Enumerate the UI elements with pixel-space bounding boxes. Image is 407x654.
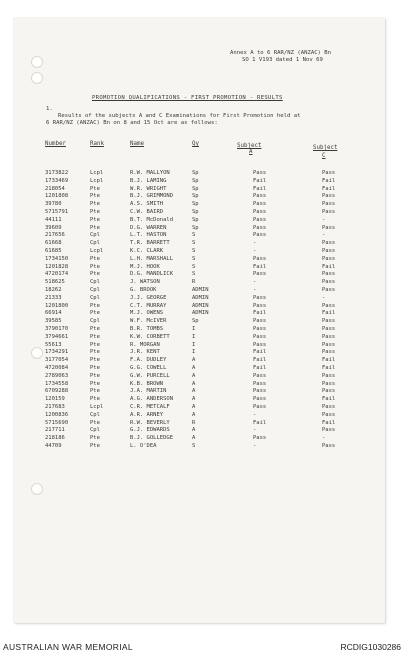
subject-a-result: Pass bbox=[253, 271, 267, 278]
subject-c-result: Pass bbox=[322, 442, 336, 449]
name-cell: B.T. McDonald bbox=[130, 216, 174, 223]
subject-a-result: Pass bbox=[253, 201, 267, 208]
qualification-cell: A bbox=[192, 388, 196, 395]
subject-c-result: Pass bbox=[322, 341, 336, 348]
subject-a-result: Fail bbox=[253, 364, 267, 371]
subject-c-result: Pass bbox=[322, 411, 336, 418]
rank-cell: Cpl bbox=[90, 279, 100, 286]
column-header-rank: Rank bbox=[90, 141, 104, 147]
qualification-cell: A bbox=[192, 364, 196, 371]
name-cell: R.W. BEVERLY bbox=[130, 419, 170, 426]
table-row bbox=[0, 186, 371, 194]
subject-a-result: Pass bbox=[253, 255, 267, 262]
service-number: 1734291 bbox=[45, 349, 69, 356]
rank-cell: Cpl bbox=[90, 232, 100, 239]
rank-cell: Pte bbox=[90, 364, 100, 371]
subject-a-result: Pass bbox=[253, 302, 267, 309]
rank-cell: Pte bbox=[90, 185, 100, 192]
rank-cell: Pte bbox=[90, 388, 100, 395]
rank-cell: Pte bbox=[90, 255, 100, 262]
subject-c-result: - bbox=[322, 294, 326, 301]
qualification-cell: S bbox=[192, 271, 196, 278]
name-cell: B.J. GRIMMOND bbox=[130, 193, 174, 200]
punch-hole bbox=[31, 56, 43, 68]
service-number: 1734558 bbox=[45, 380, 69, 387]
name-cell: J.A. MARTIN bbox=[130, 388, 167, 395]
subject-c-result: Pass bbox=[322, 318, 336, 325]
rank-cell: Pte bbox=[90, 349, 100, 356]
column-header-name: Name bbox=[130, 141, 144, 147]
subject-a-result: Fail bbox=[253, 177, 267, 184]
subject-c-result: Pass bbox=[322, 388, 336, 395]
name-cell: R. MORGAN bbox=[130, 341, 160, 348]
rank-cell: Pte bbox=[90, 442, 100, 449]
qualification-cell: ADMIN bbox=[192, 294, 209, 301]
table-row bbox=[0, 420, 371, 428]
column-header-a: A bbox=[249, 149, 253, 155]
rank-cell: Pte bbox=[90, 224, 100, 231]
results-table bbox=[0, 170, 371, 451]
punch-hole bbox=[31, 72, 43, 84]
qualification-cell: ADMIN bbox=[192, 286, 209, 293]
service-number: 1734150 bbox=[45, 255, 69, 262]
column-header-subject-a: Subject bbox=[237, 143, 262, 149]
table-row bbox=[0, 443, 371, 451]
service-number: 3177054 bbox=[45, 357, 69, 364]
service-number: 1200836 bbox=[45, 411, 69, 418]
table-row bbox=[0, 240, 371, 248]
name-cell: A.S. SMITH bbox=[130, 201, 164, 208]
table-row bbox=[0, 388, 371, 396]
table-row bbox=[0, 217, 371, 225]
rank-cell: Pte bbox=[90, 435, 100, 442]
rank-cell: Pte bbox=[90, 271, 100, 278]
subject-c-result: Pass bbox=[322, 427, 336, 434]
rank-cell: Pte bbox=[90, 263, 100, 270]
name-cell: G.J. EDWARDS bbox=[130, 427, 170, 434]
table-row bbox=[0, 404, 371, 412]
service-number: 4720174 bbox=[45, 271, 69, 278]
table-row bbox=[0, 326, 371, 334]
subject-a-result: Pass bbox=[253, 396, 267, 403]
rank-cell: Pte bbox=[90, 341, 100, 348]
table-row bbox=[0, 427, 371, 435]
service-number: 217683 bbox=[45, 403, 65, 410]
qualification-cell: S bbox=[192, 442, 196, 449]
qualification-cell: Sp bbox=[192, 216, 199, 223]
table-row bbox=[0, 381, 371, 389]
qualification-cell: S bbox=[192, 240, 196, 247]
column-header-subject-c: Subject bbox=[313, 145, 338, 151]
table-row bbox=[0, 349, 371, 357]
service-number: 518625 bbox=[45, 279, 65, 286]
subject-c-result: Pass bbox=[322, 240, 336, 247]
service-number: 39585 bbox=[45, 318, 62, 325]
qualification-cell: S bbox=[192, 263, 196, 270]
name-cell: G.W. PURCELL bbox=[130, 372, 170, 379]
subject-a-result: Pass bbox=[253, 216, 267, 223]
subject-c-result: Pass bbox=[322, 302, 336, 309]
service-number: 4720084 bbox=[45, 364, 69, 371]
subject-c-result: Pass bbox=[322, 380, 336, 387]
subject-a-result: - bbox=[253, 427, 257, 434]
service-number: 1201828 bbox=[45, 263, 69, 270]
subject-a-result: Fail bbox=[253, 263, 267, 270]
qualification-cell: A bbox=[192, 380, 196, 387]
name-cell: F.A. DUDLEY bbox=[130, 357, 167, 364]
subject-a-result: - bbox=[253, 240, 257, 247]
service-number: 3794661 bbox=[45, 333, 69, 340]
rank-cell: Cpl bbox=[90, 411, 100, 418]
subject-a-result: Pass bbox=[253, 403, 267, 410]
name-cell: D.G. MANDLICK bbox=[130, 271, 174, 278]
rank-cell: Pte bbox=[90, 201, 100, 208]
qualification-cell: I bbox=[192, 349, 196, 356]
table-row bbox=[0, 357, 371, 365]
table-row bbox=[0, 264, 371, 272]
paragraph-number: 1. bbox=[46, 106, 53, 112]
name-cell: C.R. METCALF bbox=[130, 403, 170, 410]
name-cell: W.R. WRIGHT bbox=[130, 185, 167, 192]
service-number: 217656 bbox=[45, 232, 65, 239]
name-cell: J.R. KENT bbox=[130, 349, 160, 356]
name-cell: C.W. BAIRD bbox=[130, 208, 164, 215]
column-header-c: C bbox=[322, 153, 326, 159]
rank-cell: Cpl bbox=[90, 294, 100, 301]
subject-a-result: Pass bbox=[253, 232, 267, 239]
service-number: 55613 bbox=[45, 341, 62, 348]
subject-a-result: - bbox=[253, 279, 257, 286]
qualification-cell: R bbox=[192, 279, 196, 286]
serial-reference: SO 1 V193 dated 1 Nov 69 bbox=[242, 57, 323, 63]
subject-a-result: Pass bbox=[253, 325, 267, 332]
subject-a-result: Fail bbox=[253, 357, 267, 364]
subject-c-result: Pass bbox=[322, 201, 336, 208]
service-number: 3790170 bbox=[45, 325, 69, 332]
subject-c-result: Pass bbox=[322, 286, 336, 293]
qualification-cell: S bbox=[192, 247, 196, 254]
table-row bbox=[0, 193, 371, 201]
table-row bbox=[0, 396, 371, 404]
rank-cell: Lcpl bbox=[90, 170, 104, 176]
subject-c-result: - bbox=[322, 435, 326, 442]
subject-c-result: Fail bbox=[322, 419, 336, 426]
rank-cell: Lcpl bbox=[90, 177, 104, 184]
column-header-number: Number bbox=[45, 141, 66, 147]
subject-c-result: Pass bbox=[322, 325, 336, 332]
subject-a-result: Pass bbox=[253, 372, 267, 379]
subject-c-result: Pass bbox=[322, 224, 336, 231]
qualification-cell: R bbox=[192, 419, 196, 426]
name-cell: L.T. HASTON bbox=[130, 232, 167, 239]
table-row bbox=[0, 209, 371, 217]
name-cell: K.B. BROWN bbox=[130, 380, 164, 387]
subject-a-result: Pass bbox=[253, 388, 267, 395]
rank-cell: Lcpl bbox=[90, 247, 104, 254]
punch-hole bbox=[31, 483, 43, 495]
table-row bbox=[0, 435, 371, 443]
qualification-cell: A bbox=[192, 372, 196, 379]
table-row bbox=[0, 412, 371, 420]
subject-c-result: Pass bbox=[322, 403, 336, 410]
subject-a-result: Fail bbox=[253, 310, 267, 317]
subject-c-result: Pass bbox=[322, 372, 336, 379]
service-number: 217711 bbox=[45, 427, 65, 434]
name-cell: R.W. MALLYON bbox=[130, 170, 170, 176]
name-cell: B.J. GOLLEDGE bbox=[130, 435, 174, 442]
service-number: 66914 bbox=[45, 310, 62, 317]
subject-a-result: Pass bbox=[253, 208, 267, 215]
rank-cell: Cpl bbox=[90, 286, 100, 293]
table-row bbox=[0, 256, 371, 264]
rank-cell: Pte bbox=[90, 325, 100, 332]
table-row bbox=[0, 225, 371, 233]
subject-c-result: Pass bbox=[322, 349, 336, 356]
service-number: 218054 bbox=[45, 185, 65, 192]
qualification-cell: Sp bbox=[192, 193, 199, 200]
table-row bbox=[0, 318, 371, 326]
subject-c-result: Fail bbox=[322, 177, 336, 184]
paragraph-line-1: Results of the subjects A and C Examinations for First Promotion held at bbox=[58, 113, 301, 119]
subject-a-result: Pass bbox=[253, 294, 267, 301]
service-number: 61685 bbox=[45, 247, 62, 254]
name-cell: D.G. WARREN bbox=[130, 224, 167, 231]
name-cell: M.J. HOOK bbox=[130, 263, 160, 270]
service-number: 5715791 bbox=[45, 208, 69, 215]
subject-c-result: Pass bbox=[322, 208, 336, 215]
service-number: 61668 bbox=[45, 240, 62, 247]
table-row bbox=[0, 365, 371, 373]
name-cell: K.C. CLARK bbox=[130, 247, 164, 254]
subject-c-result: Fail bbox=[322, 263, 336, 270]
subject-a-result: Pass bbox=[253, 170, 267, 176]
name-cell: J.J. GEORGE bbox=[130, 294, 167, 301]
qualification-cell: I bbox=[192, 341, 196, 348]
qualification-cell: S bbox=[192, 232, 196, 239]
service-number: 39780 bbox=[45, 201, 62, 208]
subject-c-result: - bbox=[322, 232, 326, 239]
subject-c-result: Pass bbox=[322, 247, 336, 254]
table-row bbox=[0, 342, 371, 350]
rank-cell: Pte bbox=[90, 396, 100, 403]
rank-cell: Cpl bbox=[90, 318, 100, 325]
subject-c-result: Fail bbox=[322, 310, 336, 317]
name-cell: M.J. OWENS bbox=[130, 310, 164, 317]
qualification-cell: Sp bbox=[192, 170, 199, 176]
table-row bbox=[0, 295, 371, 303]
name-cell: L. O'DEA bbox=[130, 442, 157, 449]
rank-cell: Pte bbox=[90, 419, 100, 426]
subject-a-result: Fail bbox=[253, 349, 267, 356]
table-row bbox=[0, 373, 371, 381]
service-number: 3173822 bbox=[45, 170, 69, 176]
table-row bbox=[0, 334, 371, 342]
subject-c-result: Pass bbox=[322, 279, 336, 286]
subject-c-result: Fail bbox=[322, 396, 336, 403]
subject-c-result: - bbox=[322, 216, 326, 223]
subject-c-result: Fail bbox=[322, 185, 336, 192]
rank-cell: Pte bbox=[90, 333, 100, 340]
service-number: 44709 bbox=[45, 442, 62, 449]
table-row bbox=[0, 271, 371, 279]
service-number: 39609 bbox=[45, 224, 62, 231]
service-number: 120159 bbox=[45, 396, 65, 403]
subject-a-result: Pass bbox=[253, 193, 267, 200]
subject-a-result: Pass bbox=[253, 333, 267, 340]
rank-cell: Pte bbox=[90, 380, 100, 387]
name-cell: K.W. CORBETT bbox=[130, 333, 170, 340]
table-row bbox=[0, 170, 371, 178]
qualification-cell: Sp bbox=[192, 208, 199, 215]
subject-c-result: Pass bbox=[322, 271, 336, 278]
subject-a-result: - bbox=[253, 411, 257, 418]
qualification-cell: Sp bbox=[192, 185, 199, 192]
rank-cell: Cpl bbox=[90, 427, 100, 434]
subject-a-result: Pass bbox=[253, 224, 267, 231]
qualification-cell: A bbox=[192, 435, 196, 442]
subject-a-result: - bbox=[253, 286, 257, 293]
service-number: 18262 bbox=[45, 286, 62, 293]
qualification-cell: A bbox=[192, 396, 196, 403]
rank-cell: Pte bbox=[90, 310, 100, 317]
rank-cell: Cpl bbox=[90, 240, 100, 247]
service-number: 218186 bbox=[45, 435, 65, 442]
qualification-cell: ADMIN bbox=[192, 302, 209, 309]
subject-a-result: Pass bbox=[253, 380, 267, 387]
rank-cell: Pte bbox=[90, 357, 100, 364]
paragraph-line-2: 6 RAR/NZ (ANZAC) Bn on 8 and 15 Oct are as follows: bbox=[46, 120, 218, 126]
name-cell: W.F. McIVER bbox=[130, 318, 167, 325]
table-row bbox=[0, 201, 371, 209]
rank-cell: Pte bbox=[90, 208, 100, 215]
subject-a-result: Fail bbox=[253, 185, 267, 192]
name-cell: T.R. BARRETT bbox=[130, 240, 170, 247]
qualification-cell: Sp bbox=[192, 201, 199, 208]
subject-a-result: Pass bbox=[253, 341, 267, 348]
service-number: 2789063 bbox=[45, 372, 69, 379]
name-cell: G. BROOK bbox=[130, 286, 157, 293]
name-cell: A.G. ANDERSON bbox=[130, 396, 174, 403]
subject-a-result: Fail bbox=[253, 419, 267, 426]
name-cell: B.J. LAMING bbox=[130, 177, 167, 184]
name-cell: A.R. ARNEY bbox=[130, 411, 164, 418]
subject-c-result: Pass bbox=[322, 333, 336, 340]
table-row bbox=[0, 232, 371, 240]
qualification-cell: Sp bbox=[192, 318, 199, 325]
service-number: 1201800 bbox=[45, 302, 69, 309]
source-caption: AUSTRALIAN WAR MEMORIAL bbox=[3, 642, 133, 652]
qualification-cell: ADMIN bbox=[192, 310, 209, 317]
qualification-cell: Sp bbox=[192, 177, 199, 184]
subject-a-result: Pass bbox=[253, 435, 267, 442]
table-row bbox=[0, 248, 371, 256]
service-number: 44111 bbox=[45, 216, 62, 223]
column-header-qy: Qy bbox=[192, 141, 199, 147]
subject-c-result: Fail bbox=[322, 364, 336, 371]
name-cell: J. WATSON bbox=[130, 279, 160, 286]
subject-c-result: Pass bbox=[322, 255, 336, 262]
subject-a-result: - bbox=[253, 442, 257, 449]
qualification-cell: I bbox=[192, 333, 196, 340]
qualification-cell: A bbox=[192, 357, 196, 364]
table-row bbox=[0, 310, 371, 318]
subject-a-result: - bbox=[253, 247, 257, 254]
rank-cell: Lcpl bbox=[90, 403, 104, 410]
subject-c-result: Pass bbox=[322, 170, 336, 176]
rank-cell: Pte bbox=[90, 216, 100, 223]
qualification-cell: A bbox=[192, 411, 196, 418]
service-number: 5715690 bbox=[45, 419, 69, 426]
subject-c-result: Fail bbox=[322, 357, 336, 364]
qualification-cell: A bbox=[192, 427, 196, 434]
subject-c-result: Pass bbox=[322, 193, 336, 200]
qualification-cell: S bbox=[192, 255, 196, 262]
table-row bbox=[0, 279, 371, 287]
name-cell: B.R. TOMBS bbox=[130, 325, 164, 332]
rank-cell: Pte bbox=[90, 302, 100, 309]
name-cell: L.H. MARSHALL bbox=[130, 255, 174, 262]
qualification-cell: A bbox=[192, 403, 196, 410]
table-row bbox=[0, 178, 371, 186]
qualification-cell: I bbox=[192, 325, 196, 332]
document-title: PROMOTION QUALIFICATIONS - FIRST PROMOTION - RESULTS bbox=[92, 95, 283, 101]
annex-reference: Annex A to 6 RAR/NZ (ANZAC) Bn bbox=[230, 50, 332, 56]
table-row bbox=[0, 303, 371, 311]
name-cell: C.T. MURRAY bbox=[130, 302, 167, 309]
service-number: 1733469 bbox=[45, 177, 69, 184]
table-row bbox=[0, 287, 371, 295]
qualification-cell: Sp bbox=[192, 224, 199, 231]
service-number: 21333 bbox=[45, 294, 62, 301]
reference-id: RCDIG1030286 bbox=[340, 642, 401, 652]
name-cell: G.G. COWELL bbox=[130, 364, 167, 371]
subject-a-result: Pass bbox=[253, 318, 267, 325]
rank-cell: Pte bbox=[90, 372, 100, 379]
rank-cell: Pte bbox=[90, 193, 100, 200]
service-number: 1201808 bbox=[45, 193, 69, 200]
service-number: 6709288 bbox=[45, 388, 69, 395]
